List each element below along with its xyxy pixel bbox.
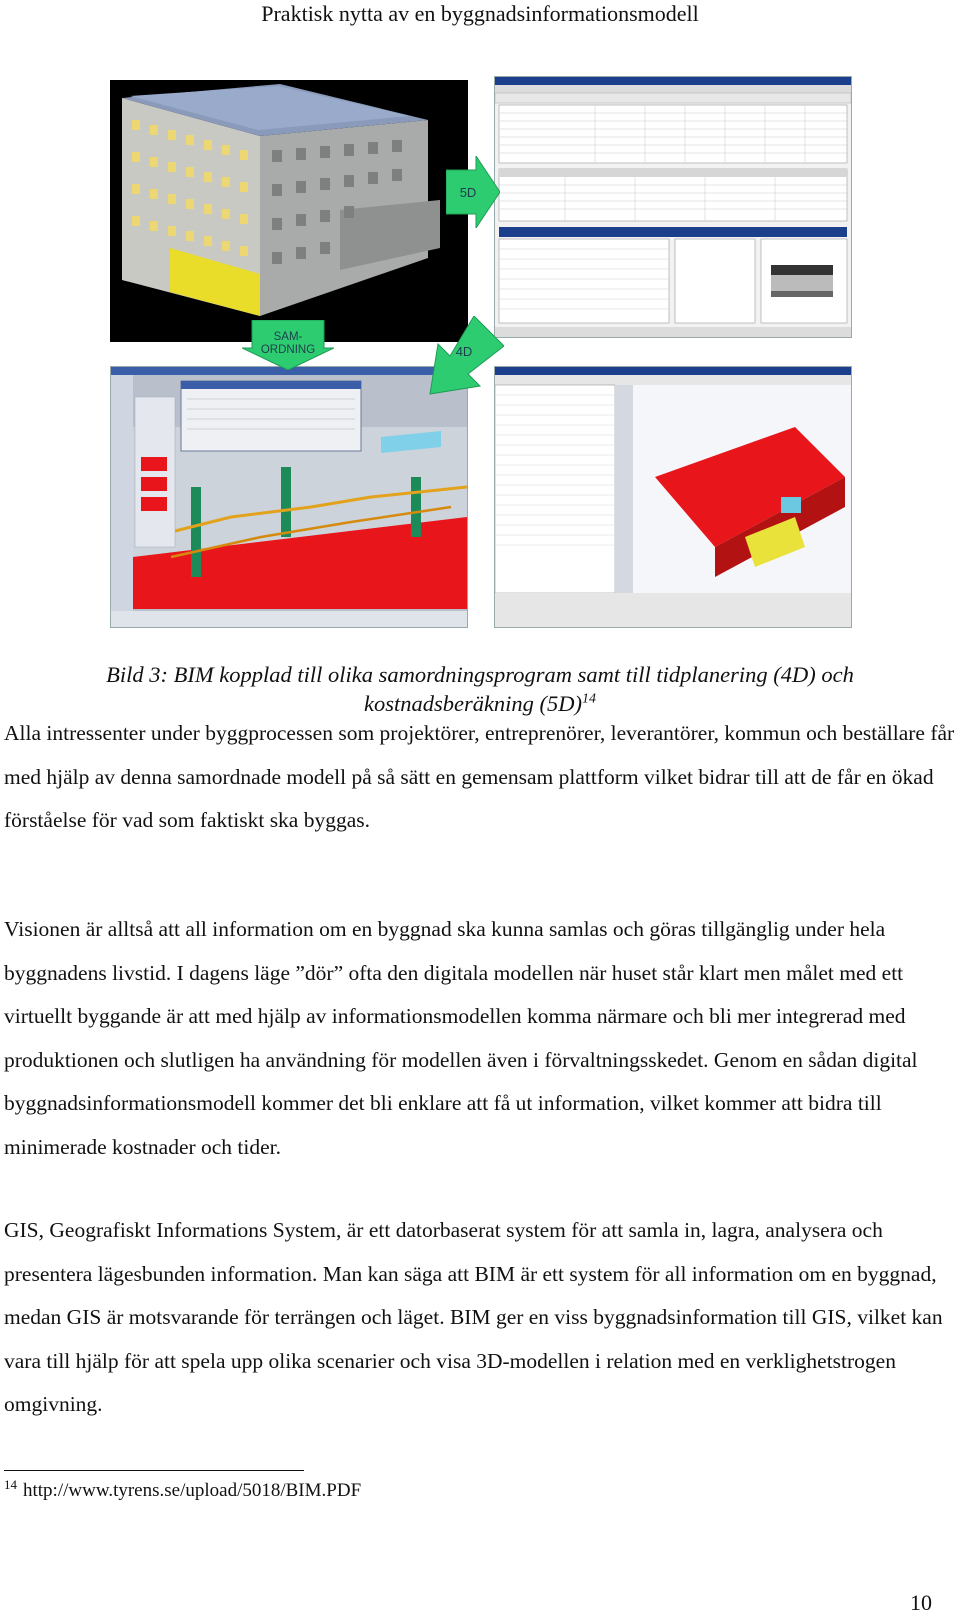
caption-line-2: kostnadsberäkning $(5D)^{14}$ bbox=[363, 691, 597, 716]
body-paragraph-1: Alla intressenter under byggprocessen som projektörer, entreprenörer, leverantörer, kommun och beställare får med hjälp av denna samordnade modell på så sätt en gemensam plattform vilket bidrar till att de får en ökad förståelse för vad som faktiskt ska byggas. bbox=[4, 721, 955, 832]
caption-footnote-ref: 14 bbox=[582, 691, 597, 707]
coordination-software-screenshot bbox=[110, 366, 468, 628]
footnote bbox=[4, 1478, 361, 1504]
body-paragraph-3: GIS, Geografiskt Informations System, är ett datorbaserat system för att samla in, lagra, analysera och presentera lägesbunden information. Man kan säga att BIM är ett system för all information om en byggnad, medan GIS är motsvarande för terrängen och läget. BIM ger en viss byggnadsinformation till GIS, vilket kan vara till hjälp för att spela upp olika scenarier och visa 3D-modellen i relation med en verklighetstrogen omgivning. bbox=[4, 1218, 943, 1416]
scheduling-software-screenshot bbox=[494, 366, 852, 628]
arrow-4d-icon bbox=[424, 316, 504, 396]
svg-text:4D: 4D bbox=[455, 344, 473, 359]
caption-line-1: Bild 3: BIM kopplad till olika samordningsprogram samt till tidplanering (4D) och bbox=[106, 662, 854, 687]
arrow-5d-icon bbox=[446, 156, 500, 228]
figure-bim-collage bbox=[110, 76, 852, 628]
svg-text:SAM-: SAM- bbox=[273, 331, 303, 343]
footnote-link[interactable]: http://www.tyrens.se/upload/5018/BIM.PDF bbox=[23, 1480, 362, 1501]
building-3d-model-image bbox=[110, 80, 468, 342]
figure-caption bbox=[0, 660, 960, 718]
arrow-coordination-icon bbox=[242, 320, 334, 370]
page-number: 10 bbox=[910, 1590, 932, 1615]
svg-text:5D: 5D bbox=[459, 185, 477, 200]
cost-estimation-software-screenshot bbox=[494, 76, 852, 338]
body-paragraph-2: Visionen är alltså att all information om en byggnad ska kunna samlas och göras tillgänglig under hela byggnadens livstid. I dagens läge ”dör” ofta den digitala modellen när huset står klart men målet med ett virtuellt byggande är att med hjälp av informationsmodellen komma närmare och bli mer integrerad med produktionen och slutligen ha användning för modellen även i förvaltningsskedet. Genom en sådan digital byggnadsinformationsmodell kommer det bli enklare att få ut information, vilket kommer att bidra till minimerade kostnader och tider. bbox=[4, 917, 918, 1159]
footnote-number: 14 bbox=[4, 1476, 17, 1492]
footnote-divider bbox=[4, 1470, 304, 1471]
running-header: Praktisk nytta av en byggnadsinformationsmodell bbox=[261, 1, 699, 26]
svg-text:ORDNING: ORDNING bbox=[260, 344, 316, 356]
